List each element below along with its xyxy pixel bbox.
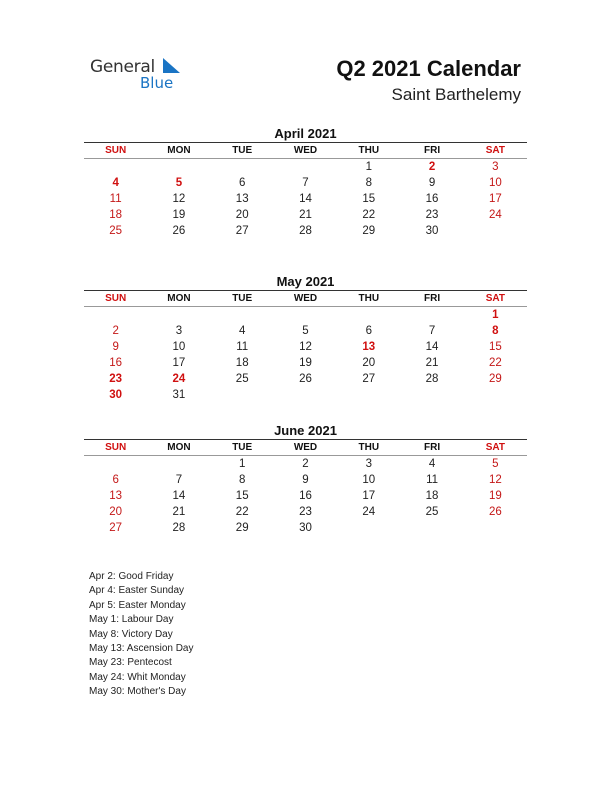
weekday-label: TUE [232, 145, 253, 156]
month-may [84, 273, 527, 403]
day-cell: 15 [488, 341, 502, 353]
day-cell: 26 [299, 373, 312, 385]
empty-day-cell [274, 159, 337, 175]
empty-day-cell [400, 387, 463, 403]
day-cell: 30 [425, 225, 439, 237]
day-cell: 21 [299, 209, 312, 221]
month-title: May 2021 [276, 274, 335, 289]
day-cell: 9 [428, 177, 436, 189]
day-cell: 13 [109, 490, 123, 502]
holiday-item: Apr 5: Easter Monday [89, 599, 186, 611]
day-cell: 29 [362, 225, 376, 237]
weekday-header [84, 440, 527, 456]
day-cell: 8 [492, 325, 499, 337]
weekday-label: SUN [105, 442, 127, 453]
week-row [84, 175, 527, 191]
day-cell: 19 [488, 490, 502, 502]
weekday-label: THU [358, 442, 380, 453]
day-cell: 7 [175, 474, 183, 486]
weekday-header [84, 291, 527, 307]
week-row [84, 488, 527, 504]
holiday-item: May 30: Mother's Day [89, 686, 186, 698]
week-row [84, 307, 527, 323]
day-cell: 4 [239, 325, 246, 337]
weekday-label: FRI [424, 442, 441, 453]
month-grid [84, 159, 527, 239]
weekday-label: THU [358, 145, 380, 156]
empty-day-cell [147, 307, 210, 323]
empty-day-cell [147, 456, 210, 472]
page-title: Q2 2021 Calendar [336, 56, 521, 81]
day-cell: 1 [492, 309, 499, 321]
weekday-label: FRI [424, 145, 441, 156]
weekday-header [84, 143, 527, 159]
empty-day-cell [211, 159, 274, 175]
day-cell: 25 [425, 506, 439, 518]
weekday-label: MON [167, 442, 191, 453]
day-cell: 14 [172, 490, 186, 502]
day-cell: 27 [235, 225, 249, 237]
day-cell: 11 [236, 341, 249, 353]
day-cell: 21 [425, 357, 439, 369]
day-cell: 4 [428, 458, 436, 470]
weekday-label: TUE [232, 442, 253, 453]
day-cell: 2 [112, 325, 119, 337]
empty-day-cell [274, 387, 337, 403]
day-cell: 17 [172, 357, 186, 369]
day-cell: 28 [172, 522, 186, 534]
holiday-item: May 8: Victory Day [89, 628, 173, 640]
day-cell: 12 [299, 341, 312, 353]
day-cell: 20 [235, 209, 249, 221]
day-cell: 10 [362, 474, 376, 486]
brand-word-general: General [90, 57, 155, 77]
day-cell: 28 [299, 225, 312, 237]
day-cell: 24 [488, 209, 502, 221]
day-cell: 7 [302, 177, 309, 189]
week-row [84, 339, 527, 355]
day-cell: 3 [492, 161, 499, 173]
month-april [84, 125, 527, 239]
day-cell: 16 [109, 357, 123, 369]
weekday-label: THU [358, 293, 380, 304]
empty-day-cell [337, 520, 400, 536]
weekday-label: FRI [424, 293, 441, 304]
weekday-label: SAT [485, 293, 505, 304]
weekday-label: SAT [485, 145, 505, 156]
day-cell: 11 [426, 474, 439, 486]
holiday-item: Apr 4: Easter Sunday [89, 585, 185, 597]
day-cell: 18 [235, 357, 249, 369]
day-cell: 20 [109, 506, 123, 518]
day-cell: 8 [365, 177, 372, 189]
day-cell: 27 [362, 373, 376, 385]
holiday-list [89, 570, 194, 700]
day-cell: 5 [302, 325, 309, 337]
holiday-item: May 24: Whit Monday [89, 671, 186, 683]
day-cell: 10 [488, 177, 502, 189]
day-cell: 28 [425, 373, 439, 385]
day-cell: 10 [172, 341, 186, 353]
day-cell: 20 [362, 357, 376, 369]
day-cell: 29 [235, 522, 249, 534]
month-grid [84, 456, 527, 536]
weekday-label: TUE [232, 293, 253, 304]
empty-day-cell [464, 520, 527, 536]
day-cell: 24 [362, 506, 376, 518]
empty-day-cell [211, 307, 274, 323]
day-cell: 21 [172, 506, 186, 518]
day-cell: 17 [362, 490, 376, 502]
week-row [84, 191, 527, 207]
week-row [84, 371, 527, 387]
day-cell: 25 [235, 373, 249, 385]
day-cell: 11 [109, 193, 122, 205]
day-cell: 31 [172, 389, 186, 401]
brand-logo [90, 55, 190, 95]
day-cell: 6 [365, 325, 372, 337]
week-row [84, 387, 527, 403]
day-cell: 12 [172, 193, 186, 205]
day-cell: 7 [428, 325, 436, 337]
week-row [84, 456, 527, 472]
day-cell: 9 [112, 341, 119, 353]
weekday-label: WED [293, 145, 318, 156]
month-title: June 2021 [274, 423, 337, 438]
day-cell: 22 [488, 357, 502, 369]
day-cell: 23 [299, 506, 312, 518]
day-cell: 14 [425, 341, 439, 353]
day-cell: 12 [488, 474, 502, 486]
empty-day-cell [84, 456, 147, 472]
day-cell: 14 [299, 193, 312, 205]
day-cell: 1 [365, 161, 372, 173]
empty-day-cell [147, 159, 210, 175]
day-cell: 26 [172, 225, 186, 237]
holiday-item: May 23: Pentecost [89, 657, 172, 669]
day-cell: 13 [235, 193, 249, 205]
day-cell: 15 [235, 490, 249, 502]
day-cell: 23 [425, 209, 439, 221]
day-cell: 15 [362, 193, 376, 205]
page-subtitle: Saint Barthelemy [391, 85, 521, 104]
empty-day-cell [464, 223, 527, 239]
week-row [84, 223, 527, 239]
day-cell: 17 [488, 193, 502, 205]
day-cell: 30 [299, 522, 312, 534]
day-cell: 1 [239, 458, 246, 470]
week-row [84, 472, 527, 488]
day-cell: 2 [428, 161, 436, 173]
week-row [84, 520, 527, 536]
holiday-item: May 1: Labour Day [89, 614, 174, 626]
week-row [84, 504, 527, 520]
day-cell: 19 [172, 209, 186, 221]
day-cell: 9 [302, 474, 309, 486]
empty-day-cell [337, 387, 400, 403]
brand-flag-icon [163, 58, 180, 73]
day-cell: 3 [365, 458, 372, 470]
day-cell: 29 [488, 373, 502, 385]
empty-day-cell [464, 387, 527, 403]
empty-day-cell [274, 307, 337, 323]
weekday-label: MON [167, 145, 191, 156]
empty-day-cell [84, 159, 147, 175]
day-cell: 24 [172, 373, 186, 385]
brand-word-blue: Blue [140, 74, 174, 92]
empty-day-cell [337, 307, 400, 323]
day-cell: 3 [175, 325, 183, 337]
day-cell: 30 [109, 389, 123, 401]
week-row [84, 207, 527, 223]
weekday-label: MON [167, 293, 191, 304]
day-cell: 19 [299, 357, 312, 369]
day-cell: 18 [425, 490, 439, 502]
day-cell: 26 [488, 506, 502, 518]
day-cell: 25 [109, 225, 123, 237]
month-june [84, 422, 527, 536]
holiday-item: May 13: Ascension Day [89, 642, 194, 654]
day-cell: 16 [299, 490, 312, 502]
day-cell: 6 [239, 177, 246, 189]
day-cell: 22 [235, 506, 249, 518]
day-cell: 22 [362, 209, 376, 221]
day-cell: 16 [425, 193, 439, 205]
day-cell: 27 [109, 522, 123, 534]
empty-day-cell [84, 307, 147, 323]
day-cell: 13 [362, 341, 376, 353]
week-row [84, 159, 527, 175]
day-cell: 5 [492, 458, 499, 470]
empty-day-cell [400, 520, 463, 536]
weekday-label: WED [293, 293, 318, 304]
day-cell: 6 [112, 474, 119, 486]
weekday-label: WED [293, 442, 318, 453]
day-cell: 23 [109, 373, 123, 385]
week-row [84, 323, 527, 339]
weekday-label: SUN [105, 145, 127, 156]
weekday-label: SUN [105, 293, 127, 304]
week-row [84, 355, 527, 371]
day-cell: 5 [175, 177, 183, 189]
empty-day-cell [400, 307, 463, 323]
day-cell: 18 [109, 209, 123, 221]
day-cell: 2 [302, 458, 309, 470]
month-grid [84, 307, 527, 403]
month-title: April 2021 [274, 126, 337, 141]
empty-day-cell [211, 387, 274, 403]
day-cell: 8 [239, 474, 246, 486]
day-cell: 4 [112, 177, 119, 189]
holiday-item: Apr 2: Good Friday [89, 571, 174, 582]
weekday-label: SAT [485, 442, 505, 453]
